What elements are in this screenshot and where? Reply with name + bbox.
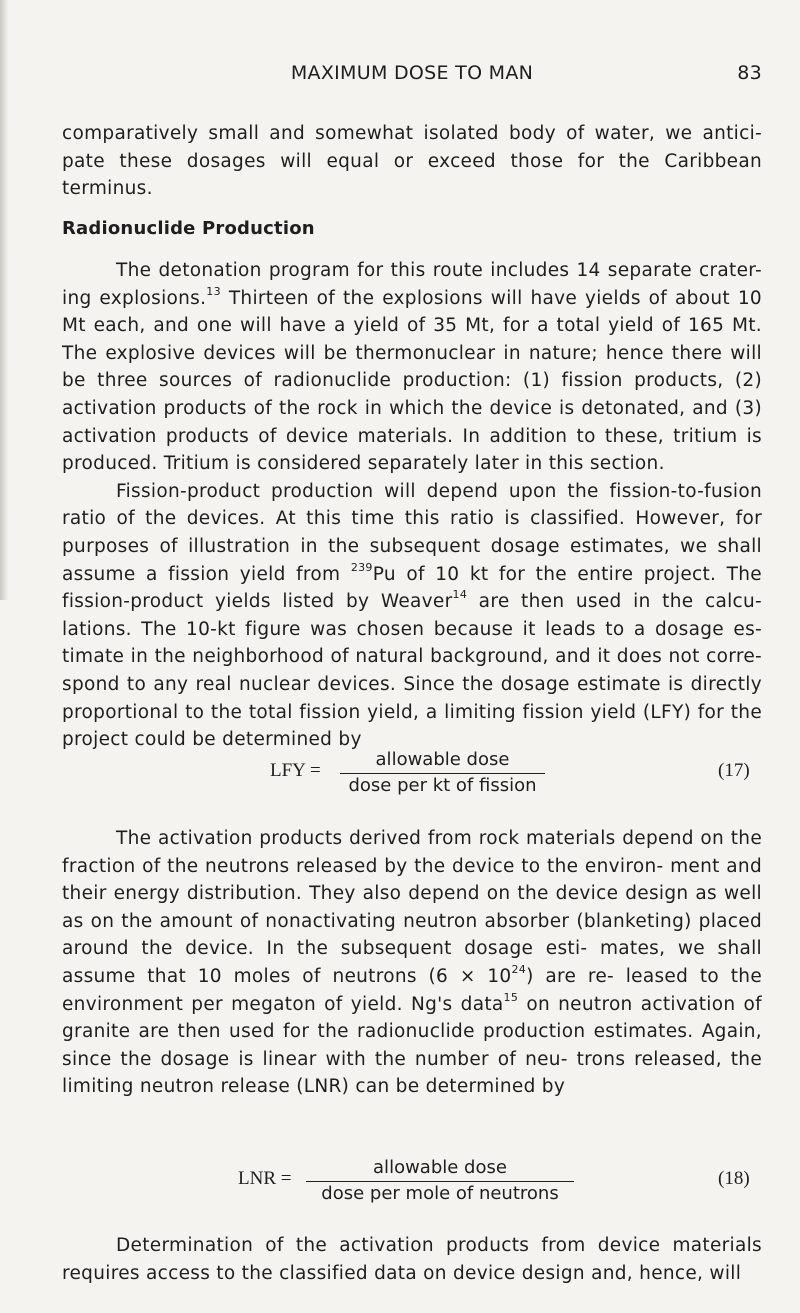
para3-text-b: ) are re- leased to the environment per megaton of yield. Ng's data [62, 965, 762, 1015]
eq18-denominator: dose per mole of neutrons [321, 1183, 559, 1204]
eq17-fraction-bar [340, 773, 545, 774]
para2-text-b: of 10 kt for the entire project. The fission-product yields listed by Weaver [62, 563, 762, 613]
para1-text-a: The detonation program for this route includes 14 separate crater- ing explosions. [62, 260, 762, 309]
page-number: 83 [737, 62, 762, 84]
paragraph-fission [62, 478, 762, 754]
eq17-denominator: dose per kt of fission [348, 775, 537, 796]
activation-text-block [62, 825, 762, 1101]
eq17-numerator: allowable dose [375, 749, 510, 770]
intro-paragraph [62, 120, 762, 203]
paragraph-activation [62, 825, 762, 1101]
page-edge-shadow [0, 0, 8, 600]
para2-text-a: Fission-product production will depend upon the fission-to-fusion ratio of the devices. At this time this ratio is classified. However, for purposes of illustration in the subsequent dosage estimates, we shall assume a fission yield from [62, 480, 762, 585]
main-text-block [62, 257, 762, 754]
paragraph-device-materials: Determination of the activation products from device materials requires access to the classified data on device design and, hence, will [62, 1235, 762, 1284]
para1-text-b: Thirteen of the explosions will have yields of about 10 Mt each, and one will have a yield of 35 Mt, for a total yield of 165 Mt. The explosive devices will be thermonuclear in nature; hence there will be three sources of radionuclide production: (1) fission products, (2) activation products of the rock in which the device is detonated, and (3) activation products of device materials. In addition to these, tritium is produced. Tritium is considered separately later in this section. [62, 287, 762, 475]
eq18-fraction-bar [306, 1181, 574, 1182]
eq18-lhs: LNR = [238, 1168, 292, 1189]
running-header [62, 62, 762, 92]
para3-text-c: on neutron activation of granite are then used for the radionuclide production estimates. Again, since the dosage is linear with the number of neu- trons released, the limiting neutron release (LNR) can be determined by [62, 993, 762, 1098]
exponent-24: 24 [511, 962, 527, 976]
isotope-symbol: Pu [372, 563, 396, 585]
paragraph-detonation [62, 257, 762, 478]
closing-text-block [62, 1232, 762, 1287]
para3-text-a: The activation products derived from rock materials depend on the fraction of the neutrons released by the device to the environ- ment and their energy distribution. They also depend on the device design as well as on the amount of nonactivating neutron absorber (blanketing) placed around the device. In the subsequent dosage esti- mates, we shall assume that 10 moles of neutrons (6 × 10 [62, 828, 762, 987]
section-heading: Radionuclide Production [62, 218, 315, 239]
footnote-ref-14: 14 [452, 588, 468, 602]
footnote-ref-13: 13 [206, 284, 221, 298]
intro-text: comparatively small and somewhat isolated body of water, we antici- pate these dosages will equal or exceed those for the Caribbean terminus. [62, 123, 762, 200]
eq17-lhs: LFY = [270, 760, 321, 781]
equation-18 [0, 1156, 800, 1216]
eq18-numerator: allowable dose [373, 1157, 507, 1178]
eq18-number: (18) [718, 1168, 750, 1189]
equation-17 [0, 748, 800, 808]
isotope-mass-number: 239 [350, 560, 373, 574]
eq17-number: (17) [718, 760, 750, 781]
running-title: MAXIMUM DOSE TO MAN [290, 62, 534, 84]
footnote-ref-15: 15 [503, 990, 519, 1004]
eq18-fraction [306, 1156, 574, 1205]
eq17-fraction [340, 748, 545, 797]
para2-text-c: are then used in the calcu- lations. The 10-kt figure was chosen because it leads to a dosage es- timate in the neighborhood of natural background, and it does not corre- spond to any real nuclear devices. Since the dosage estimate is directly proportional to the total fission yield, a limiting fission yield (LFY) for the project could be determined by [62, 591, 762, 751]
